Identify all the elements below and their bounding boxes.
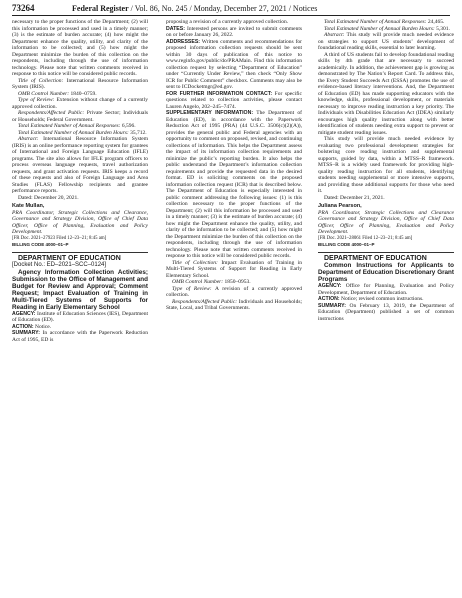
running-head-bold: Federal Register — [72, 4, 129, 13]
action-line: ACTION: Notice. — [12, 323, 52, 330]
billing-code: BILLING CODE 4000–01–P — [318, 242, 375, 247]
respondents: Respondents/Affected Public: Individuals and Households; State, Local, and Tribal Governments. — [166, 298, 302, 311]
action-line: ACTION: Notice; revised common instructions. — [318, 296, 424, 302]
billing-code: BILLING CODE 4000–01–P — [12, 242, 69, 247]
fr-doc: [FR Doc. 2021–27923 Filed 12–23–21; 8:45 am] — [12, 235, 107, 241]
signer-title: PRA Coordinator, Strategic Collections and Clearance, Governance and Strategy Division, Office of Chief Data Officer, Office of Planning, Evaluation and Policy Development. — [12, 209, 148, 235]
column-3 — [318, 19, 454, 322]
total-responses: Total Estimated Number of Annual Responses: 6,596. — [18, 123, 136, 129]
signer-name: Kate Mullan, — [12, 203, 45, 209]
omb-control-number: OMB Control Number: 1840–0759. — [18, 90, 97, 97]
agency-heading: DEPARTMENT OF EDUCATION — [18, 254, 121, 262]
paragraph: necessary to the proper functions of the Department; (2) will this information be processed and used in a timely manner; (3) is the estimate of burden accurate; (4) how might the Department enhance the quality, utility, and clarity of the information to be collected; and (5) how might the Department minimize the burden of this collection on the respondents, including through the use of information technology. Please note that written comments received in response to this notice will be considered public records. — [12, 19, 148, 77]
signer-title: PRA Coordinator, Strategic Collections and Clearance Governance and Strategy Division, Office of Chief Data Officer, Office of Planning, Evaluation and Policy Development. — [318, 209, 454, 235]
paragraph: A third of US students fail to develop foundational reading skills by 4th grade that are necessary to succeed academically. In addition, the achievement gap is growing as demonstrated by The Nation’s Report Card. To address this, the Every Student Succeeds Act (ESSA) promotes the use of evidence-based literacy interventions. And, the Department of Education (ED) has made supporting educators with the knowledge, skills, professional development, or materials necessary to improve reading instruction a key priority. The Individuals with Disabilities Education Act (IDEA) similarly encourages high quality instruction along with better identification of students needing extra support to prevent or mitigate student reading issues. — [318, 51, 454, 136]
dated: Dated: December 21, 2021. — [324, 194, 385, 201]
signer-name: Juliana Pearson, — [318, 203, 362, 209]
omb-control-number: OMB Control Number: 1850–0953. — [172, 279, 251, 285]
docket-number: [Docket No.: ED–2021–SCC–0124] — [12, 262, 107, 268]
abstract: Abstract: International Resource Information System (IRIS) is an online performance reporting system for grantees of International and Foreign Language Education (IFLE) programs. The site also allows for IFLE program officers to process overseas language requests, travel authorization requests, and grant activation requests. IRIS keeps a record of these requests and also of Foreign Language and Area Studies (FLAS) Fellowship recipients and grantee performance reports. — [12, 136, 148, 194]
running-head-rest: / Vol. 86, No. 245 / Monday, December 27, 2021 / Notices — [128, 4, 318, 13]
summary-line: SUMMARY: On February 13, 2019, the Department of Education (Department) published a set of common instructions — [318, 302, 454, 322]
page-header — [12, 3, 450, 16]
notice-title: Agency Information Collection Activities; Submission to the Office of Management and Budget for Review and Approval; Comment Request; Impact Evaluation of Training in Multi-Tiered Systems of Supports for Reading in Early Elementary School — [12, 268, 148, 311]
divider — [318, 252, 454, 253]
page-number: 73264 — [12, 3, 35, 13]
agency-heading: DEPARTMENT OF EDUCATION — [324, 254, 427, 262]
type-of-review: Type of Review: A revision of a currently approved collection. — [166, 285, 302, 298]
running-head — [72, 4, 317, 13]
dated: Dated: December 20, 2021. — [18, 194, 79, 201]
notice-title: Common Instructions for Applicants to Department of Education Discretionary Grant Programs — [318, 262, 454, 283]
agency-line: AGENCY: Office for Planning, Evaluation and Policy Development, Department of Education. — [318, 283, 454, 296]
respondents: Respondents/Affected Public: Private Sector; Individuals or Households; Federal Government. — [12, 110, 148, 123]
title-of-collection: Title of Collection: Impact Evaluation of Training in Multi-Tiered Systems of Support for Reading in Early Elementary School. — [166, 259, 302, 279]
total-responses: Total Estimated Number of Annual Responses: 24,465. — [324, 19, 445, 25]
dates-line: DATES: Interested persons are invited to submit comments on or before January 26, 2022. — [166, 25, 302, 38]
abstract: Abstract: This study will provide much needed evidence on strategies to support US students’ development of foundational reading skills, essential to later learning. — [318, 32, 454, 51]
fr-doc: [FR Doc. 2021–28061 Filed 12–23–21; 8:45 am] — [318, 235, 413, 241]
paragraph: This study will provide much needed evidence by evaluating two professional development strategies for bolstering core reading instruction and supplemental supports, guided by data, within a MTSS–R framework. MTSS–R is a widely used framework for providing high-quality reading instruction for all students, identifying students needing supplemental or more intensive supports, and providing those additional supports for those who need it. — [318, 136, 454, 194]
type-of-review: Type of Review: Extension without change of a currently approved collection. — [12, 97, 148, 110]
agency-line: AGENCY: Institute of Education Sciences (IES), Department of Education (ED). — [12, 310, 148, 323]
supplementary-info: SUPPLEMENTARY INFORMATION: The Department of Education (ED), in accordance with the Paperwork Reduction Act of 1995 (PRA) (44 U.S.C. 3506(c)(2)(A)), provides the general public and Federal agencies with an opportunity to comment on proposed, revised, and continuing collections of information. This helps the Department assess the impact of its information collection requirements and minimize the public’s reporting burden. It also helps the public understand the Department’s information collection requirements and provide the requested data in the desired format. ED is soliciting comments on the proposed information collection request (ICR) that is described below. The Department of Education is especially interested in public comment addressing the following issues: (1) is this collection necessary to the proper functions of the Department; (2) will this information be processed and used in a timely manner; (3) is the estimate of burden accurate; (4) how might the Department enhance the quality, utility, and clarity of the information to be collected; and (5) how might the Department minimize the burden of this collection on the respondents, including through the use of information technology. Please note that written comments received in response to this notice will be considered public records. — [166, 110, 302, 259]
total-burden-hours: Total Estimated Number of Annual Burden Hours: 5,301. — [324, 25, 450, 32]
divider — [12, 252, 148, 253]
summary-line: SUMMARY: In accordance with the Paperwork Reduction Act of 1995, ED is — [12, 330, 148, 343]
total-burden-hours: Total Estimated Number of Annual Burden Hours: 35,712. — [18, 129, 147, 136]
paragraph: proposing a revision of a currently approved collection. — [166, 19, 289, 25]
title-of-collection: Title of Collection: International Resource Information System (IRIS). — [12, 77, 148, 90]
addresses-line: ADDRESSES: Written comments and recommendations for proposed information collection requests should be sent within 30 days of publication of this notice to www.reginfo.gov/public/do/PRAMain. Find this information collection request by selecting “Department of Education” under “Currently Under Review,” then check “Only Show ICR for Public Comment” checkbox. Comments may also be sent to ICDocketmgr@ed.gov. — [166, 38, 302, 90]
column-2 — [166, 19, 302, 312]
column-1 — [12, 19, 148, 343]
further-info-line: FOR FURTHER INFORMATION CONTACT: For specific questions related to collection activities, please contact Lauren Angelo, 202–245–7474. — [166, 90, 302, 110]
